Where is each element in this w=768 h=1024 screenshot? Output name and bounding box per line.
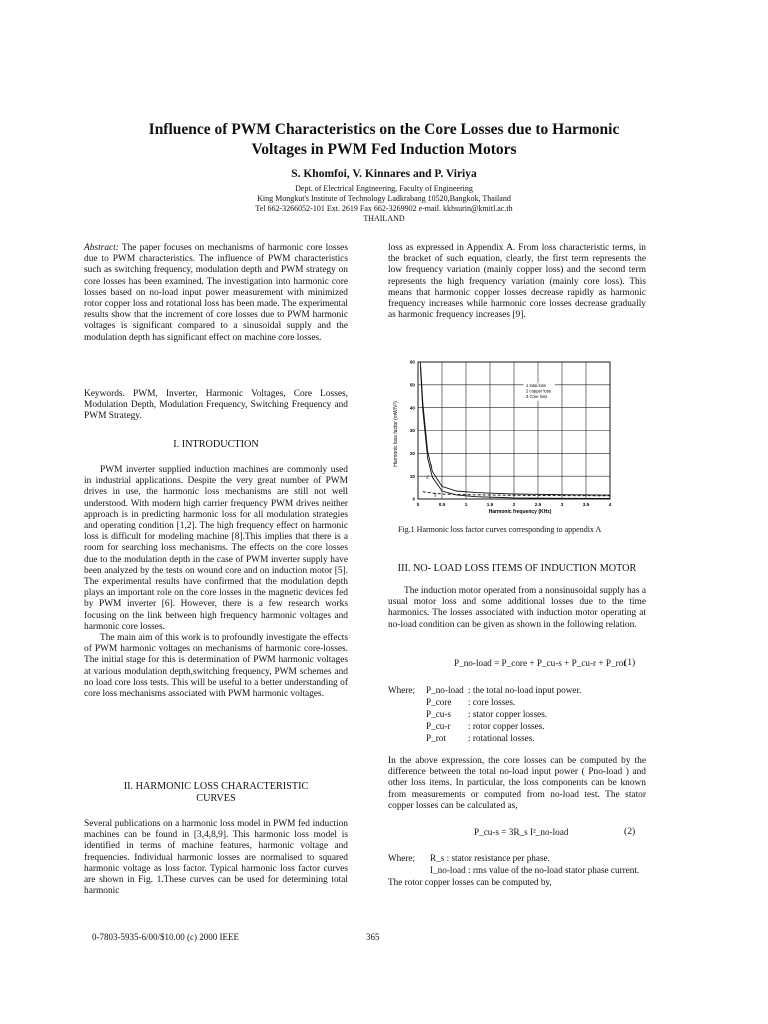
- where-row: [426, 732, 581, 744]
- section-1-paragraph-2: The main aim of this work is to profoundly investigate the effects of PWM harmonic voltages on mechanisms of harmonic core-losses. The initial stage for this is determination of PWM harmonic voltages at various modulation depth,switching frequency, PWM schemes and no load core loss tests. This will be useful to a better understanding of core loss mechanisms associated with PWM harmonic voltages.: [84, 633, 348, 700]
- x-tick-label: 2.5: [534, 502, 542, 507]
- where-symbol: P_cu-r: [426, 721, 451, 731]
- y-tick-label: 60: [409, 359, 415, 365]
- equation-2: P_cu-s = 3R_s I²_no-load: [474, 827, 569, 837]
- where-row: [426, 708, 581, 720]
- x-tick-label: 0.5: [438, 502, 446, 507]
- equation-2-legend: [430, 852, 639, 876]
- right-column-intro: [388, 243, 646, 321]
- equation-1: P_no-load = P_core + P_cu-s + P_cu-r + P_rot: [454, 658, 626, 668]
- chart-y-label: Harmonic loss factor (mW/V²): [393, 401, 399, 467]
- section-2-paragraph-1: Several publications on a harmonic loss model in PWM fed induction machines can be found in [3,4,8,9]. This harmonic loss model is identified in terms of machine features, harmonic voltage and frequencies. Individual harmonic losses are normalised to squared harmonic voltage as loss factor. Typical harmonic loss factor curves are shown in Fig. 1.These curves can be used for determining total harmonic: [84, 819, 348, 897]
- section-2-body: [84, 819, 348, 897]
- x-tick-label: 3: [560, 502, 564, 507]
- where-symbol: P_core: [426, 697, 452, 707]
- equation-2-where-label: Where;: [388, 853, 416, 863]
- x-tick-label: 4: [608, 502, 612, 507]
- chart-ticks: [410, 360, 612, 507]
- chart-x-label: Harmonic frequency (KHz): [488, 509, 552, 515]
- section-2-heading-line-2: CURVES: [196, 793, 236, 804]
- equation-1-legend: [426, 684, 581, 744]
- figure-1-caption: Fig.1 Harmonic loss factor curves corresponding to appendix A: [398, 525, 602, 534]
- where-2-line-1: R_s : stator resistance per phase.: [430, 853, 550, 863]
- section-3-body: [388, 586, 646, 631]
- section-1-heading: I. INTRODUCTION: [173, 439, 259, 450]
- where-row: [426, 720, 581, 732]
- where-description: : stator copper losses.: [468, 709, 548, 719]
- chart-legend: [524, 383, 555, 401]
- y-tick-label: 0: [412, 496, 415, 502]
- title-line-1: Influence of PWM Characteristics on the Core Losses due to Harmonic: [148, 121, 620, 138]
- y-tick-label: 40: [409, 405, 415, 411]
- keywords: [84, 389, 348, 423]
- curve-label: 3: [433, 492, 437, 498]
- section-2-heading: [84, 781, 348, 805]
- page-number: 365: [366, 932, 380, 942]
- y-tick-label: 30: [409, 428, 415, 434]
- right-paragraph-2-block: [388, 756, 646, 812]
- section-2-heading-line-1: II. HARMONIC LOSS CHARACTERISTIC: [123, 781, 309, 792]
- where-row: [426, 696, 581, 708]
- series-line-2: [420, 367, 610, 499]
- where-2-line-2: I_no-load : rms value of the no-load stator phase current.: [430, 865, 640, 875]
- where-description: : rotor copper losses.: [468, 721, 545, 731]
- right-paragraph-1: loss as expressed in Appendix A. From loss characteristic terms, in the bracket of such equation, clearly, the first term represents the low frequency variation (mainly copper loss) and the second term represents the high frequency variation (mainly core loss). This means that harmonic copper losses decrease rapidly as harmonic frequency increases while harmonic core losses decrease gradually as harmonic frequency increases [9].: [388, 243, 646, 321]
- y-tick-label: 10: [409, 473, 415, 479]
- affiliation-line-3: Tel 662-3266052-101 Ext. 2619 Fax 662-3269902 e-mail. kkhsurin@kmitl.ac.th: [255, 204, 513, 213]
- curve-label: 2: [426, 474, 429, 480]
- section-3-heading: III. NO- LOAD LOSS ITEMS OF INDUCTION MOTOR: [397, 563, 637, 574]
- abstract: [84, 243, 348, 344]
- equation-1-number: (1): [624, 657, 636, 668]
- right-paragraph-2: In the above expression, the core losses can be computed by the difference between the total no-load input power ( Pno-load ) and other loss items. In particular, the loss components can be known from measurements or computed from no-load test. The stator copper losses can be calculated as,: [388, 756, 646, 811]
- x-tick-label: 2: [512, 502, 516, 507]
- x-tick-label: 1: [464, 502, 468, 507]
- legend-entry: 3 Core loss: [526, 394, 548, 400]
- affiliation-line-4: THAILAND: [363, 214, 405, 223]
- abstract-label: Abstract:: [84, 243, 119, 253]
- legend-entry: 2 copper loss: [526, 388, 551, 394]
- where-description: : core losses.: [468, 697, 516, 707]
- affiliation-line-1: Dept. of Electrical Engineering, Faculty of Engineering: [295, 184, 473, 193]
- affiliation-line-2: King Mongkut's Institute of Technology Ladkrabang 10520,Bangkok, Thailand: [257, 194, 511, 203]
- chart-grid: [418, 362, 610, 499]
- where-description: : the total no-load input power.: [468, 685, 582, 695]
- paper-title: [60, 120, 708, 160]
- series-line-1: [420, 362, 610, 495]
- equation-1-where-label: Where;: [388, 685, 416, 695]
- footer-copyright: 0-7803-5935-6/00/$10.00 (c) 2000 IEEE: [92, 932, 239, 942]
- title-line-2: Voltages in PWM Fed Induction Motors: [251, 141, 517, 158]
- figure-1-chart: [388, 356, 628, 516]
- legend-entry: 1 total loss: [526, 383, 547, 389]
- where-symbol: P_no-load: [426, 685, 464, 695]
- x-tick-label: 0: [416, 502, 420, 507]
- section-1-paragraph-1: PWM inverter supplied induction machines are commonly used in industrial applications. Despite the very great number of PWM drives in use, the harmonic loss mechanisms are still not well understood. With modern high carrier frequency PWM drives neither approach is in predicting harmonic loss for all modulation strategies and operating condition [1,2]. The high frequency effect on harmonic loss is difficult for modeling machine [8].This implies that there is a room for searching loss mechanisms. The effects on the core losses due to the modulation depth in the case of PWM inverter supply have been analyzed by the tests on wound core and on induction motor [5]. The experimental results have confirmed that the modulation depth plays an important role on the core losses in the magnetic devices fed by PWM inverter [6]. However, there is a few research works focusing on the link between high frequency harmonic voltages and harmonic core losses.: [84, 465, 348, 632]
- x-tick-label: 3.5: [582, 502, 590, 507]
- where-row: [426, 684, 581, 696]
- y-tick-label: 50: [409, 382, 415, 388]
- equation-2-number: (2): [624, 826, 636, 837]
- keywords-text: Keywords. PWM, Inverter, Harmonic Voltages, Core Losses, Modulation Depth, Modulation Frequency, Switching Frequency and PWM Strategy.: [84, 389, 348, 422]
- affiliation: [60, 184, 708, 224]
- where-symbol: P_rot: [426, 733, 446, 743]
- right-paragraph-3: The rotor copper losses can be computed by,: [388, 877, 552, 887]
- authors: S. Khomfoi, V. Kinnares and P. Viriya: [291, 168, 477, 180]
- section-3-paragraph-1: The induction motor operated from a nonsinusoidal supply has a usual motor loss and some additional losses due to the time harmonics. The losses associated with induction motor operating at no-load condition can be given as shown in the following relation.: [388, 586, 646, 630]
- x-tick-label: 1.5: [486, 502, 494, 507]
- curve-label: 1: [430, 463, 433, 469]
- abstract-text: The paper focuses on mechanisms of harmonic core losses due to PWM characteristics. The influence of PWM characteristics such as switching frequency, modulation depth and PWM strategy on core losses has been examined. The investigation into harmonic core losses based on no-load input power measurement with minimized rotor copper loss and rotational loss has been made. The experimental results show that the increment of core losses due to PWM harmonic voltages is significant compared to a sinusoidal supply and the modulation depth has significant effect on machine core losses.: [84, 243, 348, 343]
- where-description: : rotational losses.: [468, 733, 535, 743]
- y-tick-label: 20: [409, 451, 415, 457]
- section-1-body: [84, 465, 348, 700]
- where-symbol: P_cu-s: [426, 709, 452, 719]
